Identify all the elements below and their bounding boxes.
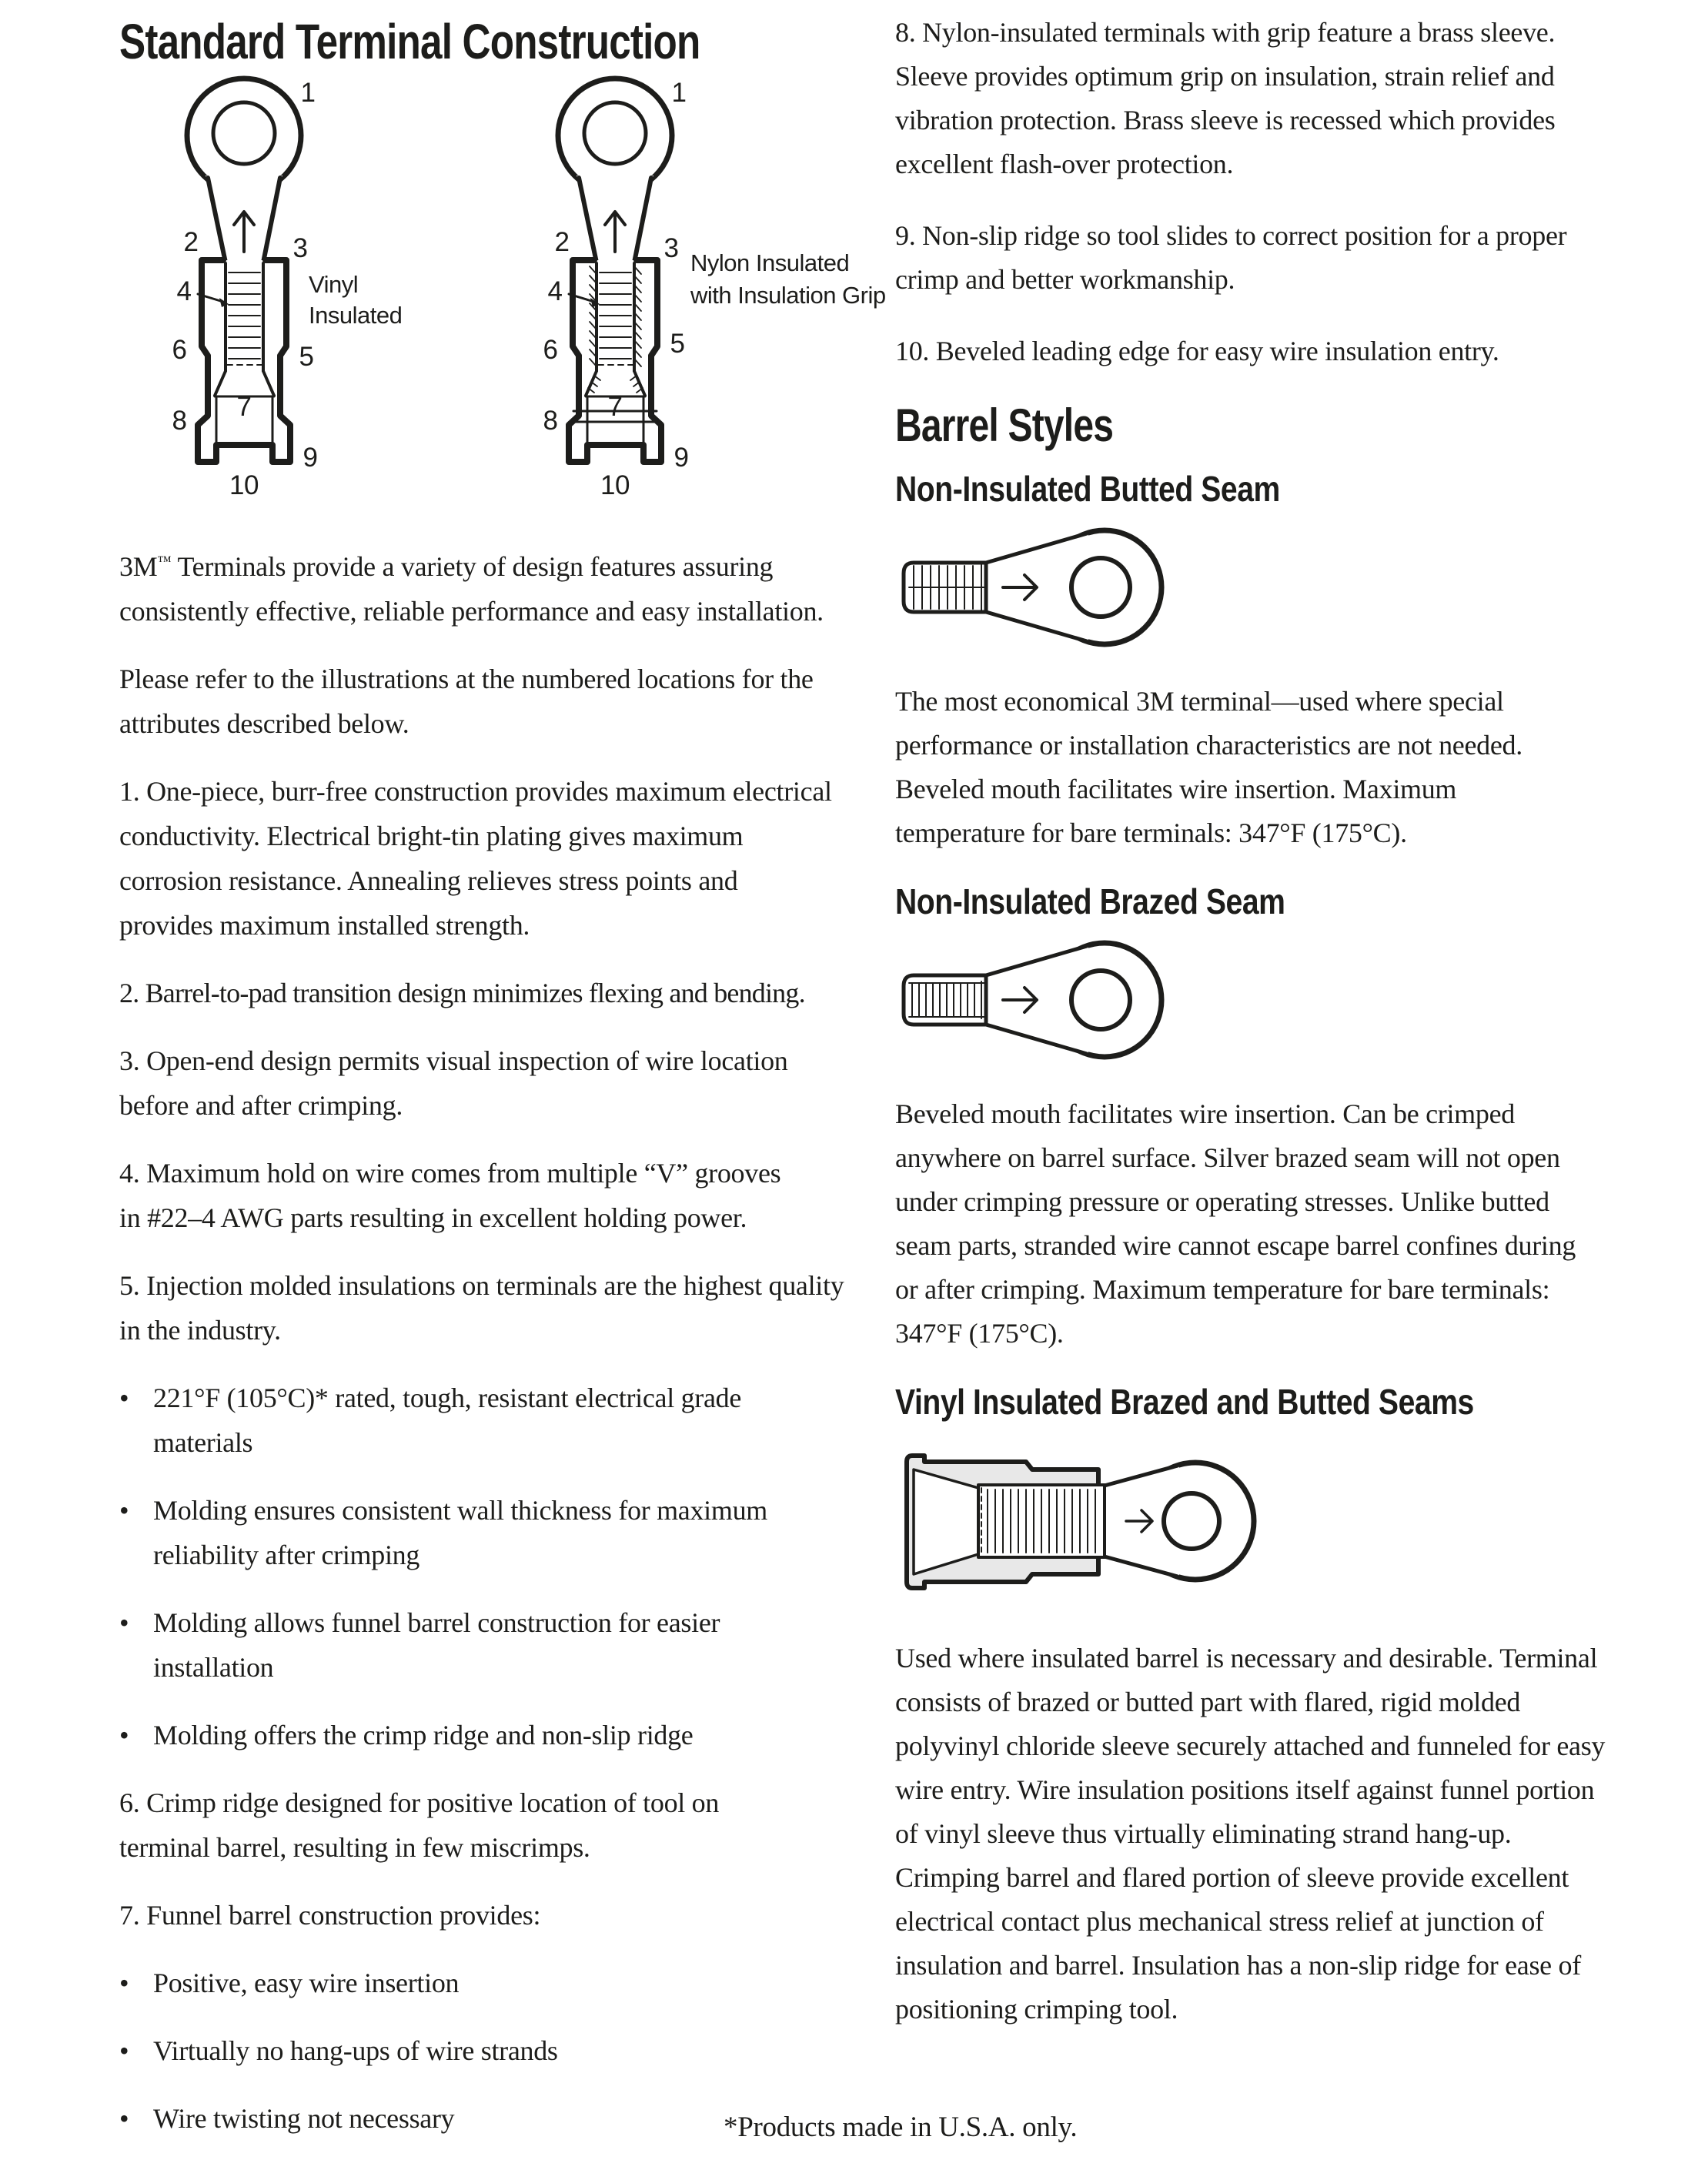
callout-2: 2 [554,227,570,257]
callout-10: 10 [229,470,259,500]
numbered-item-2: 2. Barrel-to-pad transition design minimizes flexing and bending. [119,978,805,1008]
numbered-item-7: 7. Funnel barrel construction provides: [119,1900,541,1931]
numbered-item-6: 6. Crimp ridge designed for positive location of tool on terminal barrel, resulting in few miscrimps. [119,1787,720,1863]
numbered-item-10: 10. Beveled leading edge for easy wire insulation entry. [895,336,1499,366]
numbered-item-3: 3. Open-end design permits visual inspection of wire location before and after crimping. [119,1045,788,1121]
vinyl-insulated-terminal-side-diagram [904,1439,1263,1606]
callout-8: 8 [543,406,558,436]
bullet-item-wire-insertion: • Positive, easy wire insertion [119,1961,858,2005]
bullet-item-no-twisting: • Wire twisting not necessary [119,2096,858,2141]
bullet-item-materials: • 221°F (105°C)* rated, tough, resistant electrical grade materials [119,1376,858,1465]
stud-hole [584,102,646,164]
footnote: *Products made in U.S.A. only. [724,2111,1078,2143]
vinyl-sleeve-outline [198,260,290,462]
numbered-item-9: 9. Non-slip ridge so tool slides to correct position for a proper crimp and better workmanship. [895,220,1567,295]
callout-9: 9 [674,443,689,473]
vinyl-insulated-seams-heading: Vinyl Insulated Brazed and Butted Seams [895,1382,1474,1422]
callout-7: 7 [236,392,252,422]
refer-paragraph: Please refer to the illustrations at the numbered locations for the attributes described below. [119,664,814,739]
bullet-item-no-hangups: • Virtually no hang-ups of wire strands [119,2028,858,2073]
callout-7: 7 [607,392,623,422]
brazed-seam-terminal-diagram [900,938,1166,1062]
page-title: Standard Terminal Construction [119,14,700,69]
barrel-styles-heading: Barrel Styles [895,400,1114,451]
vinyl-insulated-terminal-diagram [165,72,435,503]
bullet-icon: • [119,1383,129,1413]
left-text-block [119,544,858,2141]
numbered-item-8: 8. Nylon-insulated terminals with grip feature a brass sleeve. Sleeve provides optimum grip on insulation, strain relief and vibration protection. Brass sleeve is recessed which provides excellent flash-over protection. [895,17,1556,179]
brazed-seam-paragraph: Beveled mouth facilitates wire insertion. Can be crimped anywhere on barrel surface. Silver brazed seam will not open under crimping pressure or operating stresses. Unlike butted seam parts, stranded wire cannot escape barrel confines during or after crimping. Maximum temperature for bare terminals: 347°F (175°C). [895,1098,1576,1349]
callout-1: 1 [671,78,687,108]
intro-paragraph: 3M™ Terminals provide a variety of design features assuring consistently effective, reliable performance and easy installation. [119,551,824,627]
vinyl-insulated-paragraph: Used where insulated barrel is necessary and desirable. Terminal consists of brazed or butted part with flared, rigid molded polyvinyl chloride sleeve securely attached and funneled for easy wire entry. Wire insulation positions itself against funnel portion of vinyl sleeve thus virtually eliminating strand hang-up. Crimping barrel and flared portion of sleeve provide excellent electrical contact plus mechanical stress relief at junction of insulation and barrel. Insulation has a non-slip ridge for ease of positioning crimping tool. [895,1643,1606,2025]
stud-hole [1164,1493,1219,1549]
bullet-item-crimp-ridge: • Molding offers the crimp ridge and non-slip ridge [119,1713,858,1757]
vinyl-label-line1: Vinyl [309,271,359,298]
callout-4: 4 [547,276,563,306]
numbered-item-4: 4. Maximum hold on wire comes from multiple “V” grooves in #22–4 AWG parts resulting in excellent holding power. [119,1158,781,1233]
nylon-insulated-terminal-diagram [485,72,901,503]
bullet-icon: • [119,1720,129,1750]
bullet-icon: • [119,2103,129,2134]
callout-1: 1 [300,78,316,108]
bullet-icon: • [119,1607,129,1638]
callout-6: 6 [172,335,187,365]
bullet-item-wall-thickness: • Molding ensures consistent wall thickness for maximum reliability after crimping [119,1488,858,1577]
callout-6: 6 [543,335,558,365]
nylon-label-line1: Nylon Insulated [690,249,850,276]
left-column [119,14,886,2164]
callout-4: 4 [176,276,192,306]
bullet-icon: • [119,1495,129,1526]
stud-hole [213,102,275,164]
butted-seam-paragraph: The most economical 3M terminal—used where special performance or installation characteristics are not needed. Beveled mouth facilitates wire insertion. Maximum temperature for bare terminals: 347°F (175°C). [895,686,1522,848]
bullet-item-funnel-construction: • Molding allows funnel barrel construction for easier installation [119,1600,858,1690]
butted-seam-terminal-diagram [900,526,1166,649]
callout-10: 10 [600,470,630,500]
bullet-icon: • [119,1968,129,1998]
funnel-interior [914,1470,978,1574]
right-column [895,11,1623,2059]
nylon-sleeve-outline [569,260,661,462]
numbered-item-1: 1. One-piece, burr-free construction provides maximum electrical conductivity. Electrical bright-tin plating gives maximum corrosion resistance. Annealing relieves stress points and provides maximum installed strength. [119,776,832,941]
terminal-construction-figures [119,72,886,523]
callout-8: 8 [172,406,187,436]
callout-5: 5 [670,329,685,359]
callout-3: 3 [292,233,308,263]
callout-3: 3 [663,233,679,263]
bullet-icon: • [119,2035,129,2066]
numbered-item-5: 5. Injection molded insulations on terminals are the highest quality in the industry. [119,1270,844,1346]
callout-9: 9 [302,443,318,473]
trademark-symbol: ™ [157,553,172,570]
brazed-seam-heading: Non-Insulated Brazed Seam [895,881,1285,921]
vinyl-label-line2: Insulated [309,302,403,329]
butted-seam-heading: Non-Insulated Butted Seam [895,469,1280,509]
stud-hole [1071,971,1130,1029]
callout-5: 5 [299,342,314,372]
stud-hole [1071,558,1130,617]
nylon-label-line2: with Insulation Grip [690,282,886,309]
callout-2: 2 [183,227,199,257]
barrel-hatching [988,1490,1095,1553]
